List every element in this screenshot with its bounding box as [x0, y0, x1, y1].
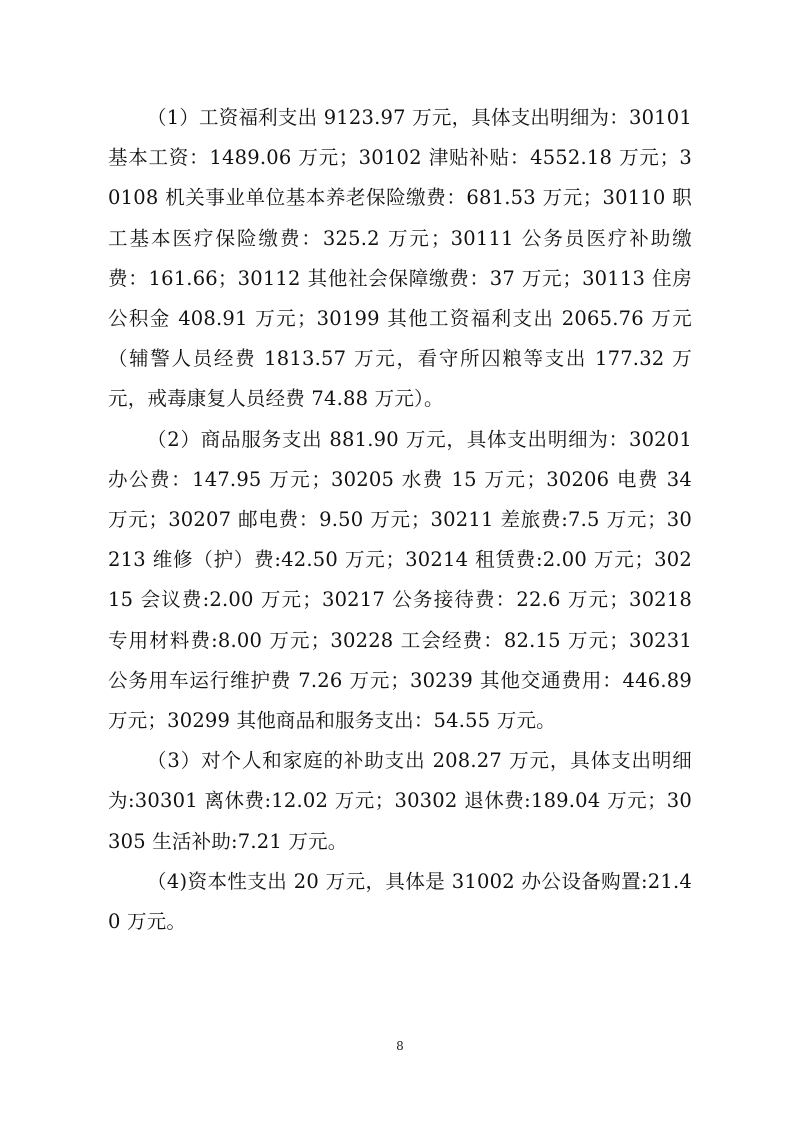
- page-number: 8: [396, 1039, 404, 1053]
- paragraph-individual-family-subsidy: （3）对个人和家庭的补助支出 208.27 万元，具体支出明细为:30301 离休费:12.02 万元；30302 退休费:189.04 万元；30305 生活补助:7.21 万元。: [108, 749, 692, 853]
- document-body: [108, 98, 692, 942]
- paragraph-goods-services: （2）商品服务支出 881.90 万元，具体支出明细为：30201 办公费：147.95 万元；30205 水费 15 万元；30206 电费 34 万元；30207 邮电费：9.50 万元；30211 差旅费:7.5 万元；30213 维修（护）费:42.50 万元；30214 租赁费:2.00 万元；30215 会议费:2.00 万元；30217 公务接待费：22.6 万元；30218 专用材料费:8.00 万元；30228 工会经费：82.15 万元；30231 公务用车运行维护费 7.26 万元；30239 其他交通费用：446.89 万元；30299 其他商品和服务支出：54.55 万元。: [108, 427, 692, 733]
- paragraph-capital-expenditure: （4)资本性支出 20 万元，具体是 31002 办公设备购置:21.40 万元。: [108, 869, 692, 934]
- paragraph-wage-welfare: （1）工资福利支出 9123.97 万元，具体支出明细为：30101 基本工资：1489.06 万元；30102 津贴补贴：4552.18 万元；30108 机关事业单位基本养老保险缴费：681.53 万元；30110 职工基本医疗保险缴费：325.2 万元；30111 公务员医疗补助缴费：161.66；30112 其他社会保障缴费：37 万元；30113 住房公积金 408.91 万元；30199 其他工资福利支出 2065.76 万元（辅警人员经费 1813.57 万元，看守所囚粮等支出 177.32 万元，戒毒康复人员经费 74.88 万元）。: [108, 106, 692, 411]
